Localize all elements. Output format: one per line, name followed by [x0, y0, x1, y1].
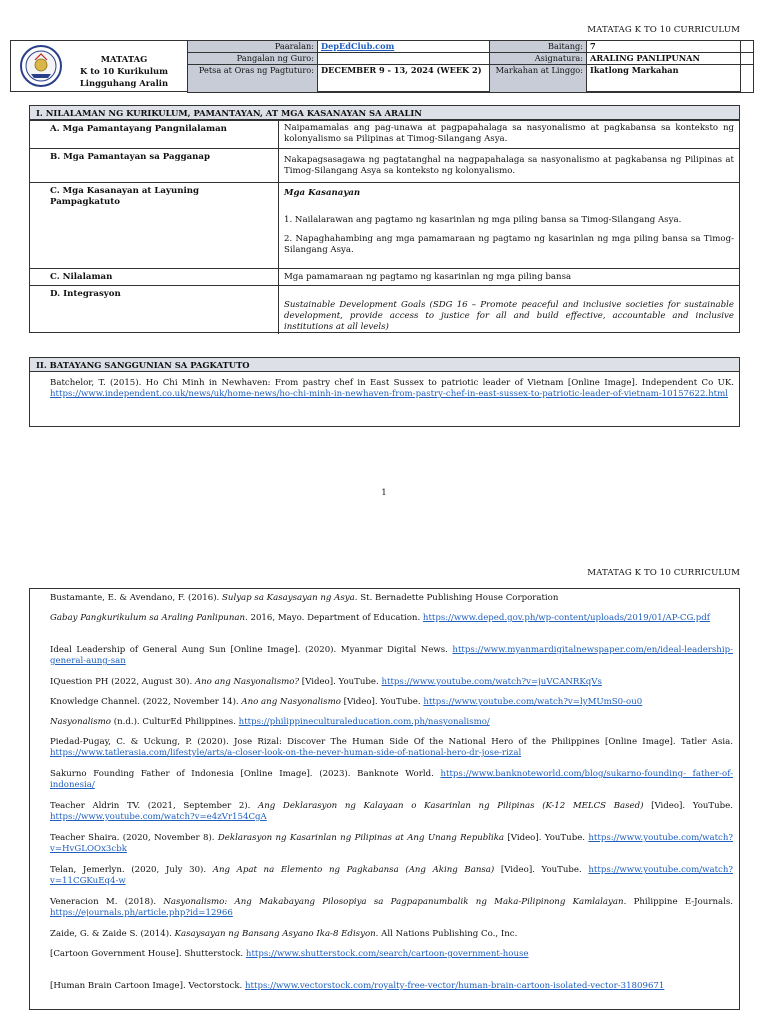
brand-line3: Lingguhang Aralin — [79, 78, 169, 88]
ref-link[interactable]: https://www.youtube.com/watch?v=11CGKuEq4-w — [50, 865, 733, 886]
ref-link[interactable]: https://www.shutterstock.com/search/cartoon-government-house — [245, 949, 529, 959]
ref-pre: Teacher Aldrin TV. (2021, September 2). — [50, 801, 259, 811]
ref-title: Sulyap sa Kasaysayan ng Asya — [222, 593, 355, 603]
brand-block — [63, 53, 185, 89]
ref-link[interactable]: https://www.myanmardigitalnewspaper.com/en/ideal-leadership-general-aung-san — [50, 645, 733, 666]
petsa-label: Petsa at Oras ng Pagtuturo: — [187, 64, 318, 93]
reference-entry — [50, 677, 733, 688]
section-nilalaman — [29, 105, 740, 333]
kasanayan-item-2: 2. Napaghahambing ang mga pamamaraan ng pagtamo ng kasarinlan ng mga piling bansa sa Timog-Silangang Asya. — [284, 234, 734, 255]
reference-entry — [50, 717, 733, 728]
row-d-value: Sustainable Development Goals (SDG 16 – Promote peaceful and inclusive societies for sustainable development, provide access to justice for all and build effective, accountable and inclusive institutions at all levels) — [284, 300, 734, 332]
petsa-value: DECEMBER 9 - 13, 2024 (WEEK 2) — [317, 64, 490, 93]
ref-pre: Sakurno Founding Father of Indonesia [Online Image]. (2023). Banknote World. — [50, 769, 441, 779]
ref-link[interactable]: https://www.youtube.com/watch?v=lyMUmS0-ou0 — [423, 697, 643, 707]
deped-seal-icon — [19, 44, 63, 88]
kasanayan-heading: Mga Kasanayan — [284, 188, 361, 198]
section-sanggunian — [29, 357, 740, 427]
ref-post: 2016, Mayo. Department of Education. — [247, 613, 423, 623]
reference-entry — [50, 801, 733, 823]
ref-title: Nasyonalismo — [50, 717, 111, 727]
ref-post: [Video]. YouTube. — [643, 801, 734, 811]
row-a-label: A. Mga Pamantayang Pangnilalaman — [30, 121, 279, 149]
ref-post: [Video]. YouTube. — [299, 677, 382, 687]
page-number: 1 — [381, 488, 387, 498]
guro-label: Pangalan ng Guro: — [187, 52, 318, 65]
reference-list — [29, 588, 740, 1010]
reference-entry — [50, 833, 733, 855]
ref-pre: IQuestion PH (2022, August 30). — [50, 677, 195, 687]
reference-entry — [50, 897, 733, 919]
row-c-label — [30, 183, 279, 269]
ref-title: Gabay Pangkurikulum sa Araling Panlipunan. — [50, 613, 248, 623]
row-c-value — [279, 183, 739, 258]
reference-entry — [50, 865, 733, 887]
ref-link[interactable]: https://www.youtube.com/watch?v=juVCANRKqVs — [381, 677, 602, 687]
ref-pre: Veneracion M. (2018). — [50, 897, 164, 907]
ref-post: [Video]. YouTube. — [494, 865, 589, 875]
markahan-label: Markahan at Linggo: — [489, 64, 587, 93]
curriculum-label-2: MATATAG K TO 10 CURRICULUM — [587, 568, 740, 578]
reference-entry — [50, 593, 733, 604]
ref-post: All Nations Publishing Co., Inc. — [378, 929, 518, 939]
section2-title: II. BATAYANG SANGGUNIAN SA PAGKATUTO — [30, 358, 739, 372]
brand-line1: MATATAG — [100, 54, 148, 64]
ref-link[interactable]: https://www.youtube.com/watch?v=e4zVr154CgA — [50, 812, 267, 822]
ref-pre: [Cartoon Government House]. Shutterstock. — [50, 949, 246, 959]
ref-pre: Knowledge Channel. (2022, November 14). — [50, 697, 242, 707]
ref-post: (n.d.). CulturEd Philippines. — [110, 717, 239, 727]
row-c-label-text: C. Mga Kasanayan at Layuning Pampagkatuto — [50, 186, 199, 207]
row-b-value: Nakapagsasagawa ng pagtatanghal na nagpapahalaga sa nasyonalismo at pagkabansa ng Pilipinas at Timog-Silangang Asya sa konteksto ng kolonyalismo. — [284, 155, 734, 176]
ref-link[interactable]: https://ejournals.ph/article.php?id=12966 — [50, 908, 233, 918]
ref-pre: Ideal Leadership of General Aung Sun [Online Image]. (2020). Myanmar Digital News. — [50, 645, 453, 655]
reference-entry — [50, 737, 733, 759]
row-pamantayan-pagganap — [30, 148, 739, 183]
ref-pre: Piedad-Pugay, C. & Uckung, P. (2020). Jose Rizal: Discover The Human Side Of the National Hero of the Philippines [Online Image]. Tatler Asia. — [50, 737, 733, 747]
ref-title: Deklarasyon ng Kasarinlan ng Pilipinas at Ang Unang Republika — [217, 833, 505, 843]
ref-title: Ang Deklarasyon ng Kalayaan o Kasarinlan ng Pilipinas (K-12 MELCS Based) — [258, 801, 644, 811]
reference-entry — [50, 929, 733, 940]
ref-post: . St. Bernadette Publishing House Corporation — [354, 593, 559, 603]
curriculum-label: MATATAG K TO 10 CURRICULUM — [587, 25, 740, 35]
ref-title: Ang Apat na Elemento ng Pagkabansa (Ang Aking Bansa) — [212, 865, 495, 875]
row-kasanayan — [30, 182, 739, 269]
ref1-text: Batchelor, T. (2015). Ho Chi Minh in Newhaven: From pastry chef in East Sussex to patriotic leader of Vietnam [Online Image]. Independent Co UK. — [50, 378, 734, 388]
ref-link[interactable]: https://www.tatlerasia.com/lifestyle/arts/a-closer-look-on-the-never-human-side-of-national-hero-dr-jose-rizal — [50, 748, 522, 758]
markahan-value: Ikatlong Markahan — [586, 64, 754, 93]
brand-line2: K to 10 Kurikulum — [80, 66, 168, 76]
section1-title: I. NILALAMAN NG KURIKULUM, PAMANTAYAN, AT MGA KASANAYAN SA ARALIN — [30, 106, 739, 120]
reference-entry — [50, 769, 733, 791]
reference-entry — [50, 949, 733, 960]
ref-post: [Video]. YouTube. — [340, 697, 424, 707]
ref-title: Ano ang Nasyonalismo — [241, 697, 341, 707]
row-nilalaman — [30, 268, 739, 286]
baitang-value: 7 — [586, 40, 754, 53]
row-pamantayang-pangnilalaman — [30, 120, 739, 149]
reference-entry — [50, 697, 733, 708]
ref-link[interactable]: https://www.vectorstock.com/royalty-free-vector/human-brain-cartoon-isolated-vector-31809671 — [245, 981, 665, 991]
ref-pre: [Human Brain Cartoon Image]. Vectorstock. — [50, 981, 245, 991]
ref-title: Nasyonalismo: Ang Makabayang Pilosopiya sa Pagpapanumbalik ng Maka-Pilipinong Kamlalayan. — [163, 897, 627, 907]
row-a-value: Naipamamalas ang pag-unawa at pagpapahalaga sa nasyonalismo at pagkabansa sa konteksto ng kolonyalismo sa Pilipinas at Timog-Silangang Asya. — [284, 123, 734, 144]
reference-entry — [50, 981, 733, 992]
asignatura-label: Asignatura: — [489, 52, 587, 65]
ref-post: [Video]. YouTube. — [504, 833, 589, 843]
ref1-link[interactable]: https://www.independent.co.uk/news/uk/home-news/ho-chi-minh-in-newhaven-from-pastry-chef-in-east-sussex-to-patriotic-leader-of-vietnam-10157622.html — [50, 389, 729, 399]
ref-link[interactable]: https://www.youtube.com/watch?v=HvGLOOx3cbk — [50, 833, 733, 854]
reference-entry — [50, 613, 733, 624]
ref-link[interactable]: https://philippineculturaleducation.com.ph/nasyonalismo/ — [238, 717, 490, 727]
ref-title: Kasaysayan ng Bansang Asyano Ika-8 Edisyon. — [174, 929, 379, 939]
row-nil-value: Mga pamamaraan ng pagtamo ng kasarinlan ng mga piling bansa — [284, 272, 572, 282]
reference-batchelor — [50, 378, 734, 400]
ref-link[interactable]: https://www.deped.gov.ph/wp-content/uploads/2019/01/AP-CG.pdf — [422, 613, 710, 623]
row-b-label: B. Mga Pamantayan sa Pagganap — [30, 149, 279, 183]
ref-pre: Teacher Shaira. (2020, November 8). — [50, 833, 218, 843]
baitang-label: Baitang: — [489, 40, 587, 53]
paaralan-link[interactable]: DepEdClub.com — [321, 41, 395, 51]
row-nil-label: C. Nilalaman — [30, 269, 279, 286]
reference-entry — [50, 645, 733, 667]
ref-title: Ano ang Nasyonalismo? — [194, 677, 300, 687]
ref-pre: Zaide, G. & Zaide S. (2014). — [50, 929, 175, 939]
ref-link[interactable]: https://www.banknoteworld.com/blog/sukarno-founding- father-of-indonesia/ — [50, 769, 733, 790]
header-table — [10, 40, 741, 92]
paaralan-label: Paaralan: — [187, 40, 318, 53]
row-integrasyon — [30, 285, 739, 334]
asignatura-value: ARALING PANLIPUNAN — [586, 52, 754, 65]
ref-pre: Telan, Jemerlyn. (2020, July 30). — [50, 865, 213, 875]
ref-post: Philippine E-Journals. — [626, 897, 733, 907]
kasanayan-item-1: 1. Nailalarawan ang pagtamo ng kasarinlan ng mga piling bansa sa Timog-Silangang Asya. — [284, 215, 682, 225]
ref-pre: Bustamante, E. & Avendano, F. (2016). — [50, 593, 223, 603]
row-d-label: D. Integrasyon — [30, 286, 279, 334]
